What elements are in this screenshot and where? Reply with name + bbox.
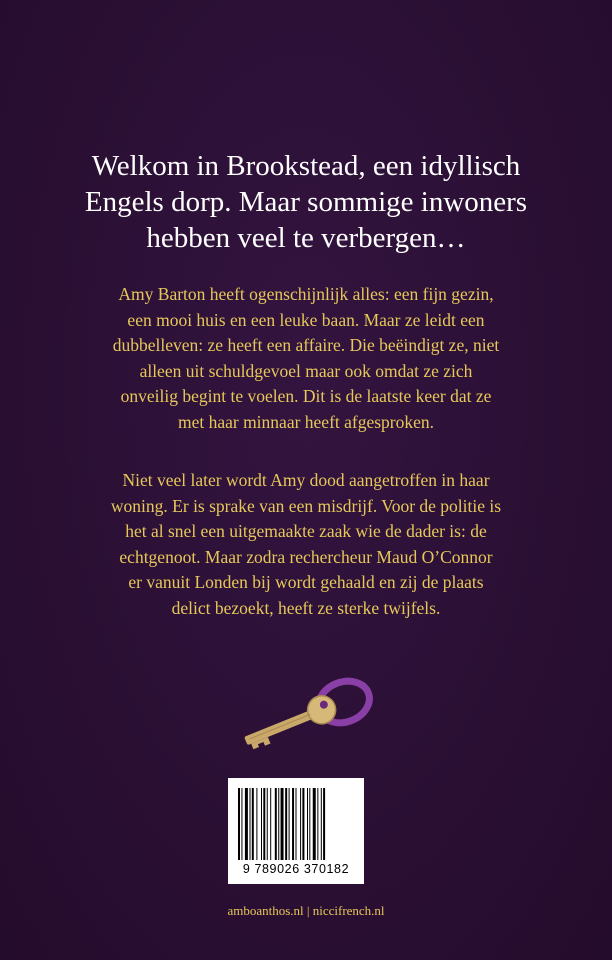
barcode-bar [281,788,284,860]
blurb-paragraph-1 [56,282,556,435]
paragraph-line: er vanuit Londen bij wordt gehaald en zij de plaats [128,572,484,592]
paragraph-line: woning. Er is sprake van een misdrijf. Voor de politie is [110,495,502,516]
barcode-bar [323,788,325,860]
barcode-bar [245,788,248,860]
barcode-bar [270,788,271,860]
paragraph-line: Amy Barton heeft ogenschijnlijk alles: een fijn gezin, [118,284,494,304]
barcode-bar [317,788,318,860]
key-icon [232,664,382,754]
blurb-paragraph-2 [56,468,556,621]
barcode-bar [302,788,304,860]
paragraph-line: onveilig begint te voelen. Dit is de laatste keer dat ze [120,386,492,406]
barcode-bar [241,788,242,860]
barcode-bar [307,788,308,860]
paragraph-line: het al snel een uitgemaakte zaak wie de dader is: de [125,521,487,541]
barcode [228,778,364,884]
barcode-bar [313,788,316,860]
paragraph-line: delict bezoekt, heeft ze sterke twijfels. [171,597,441,618]
headline-line: Welkom in Brookstead, een idyllisch [91,150,521,182]
headline-line: Engels dorp. Maar sommige inwoners [84,186,528,218]
barcode-bar [275,788,277,860]
barcode-bar [309,788,310,860]
paragraph-line: alleen uit schuldgevoel maar ook omdat ze zich [139,360,473,381]
barcode-bar [278,788,279,860]
headline-line: hebben veel te verbergen… [146,222,466,254]
barcode-bars [238,788,354,860]
barcode-bar [289,788,290,860]
barcode-bar [256,788,257,860]
barcode-bar [252,788,254,860]
paragraph-line: dubbelleven: ze heeft een affaire. Die beëindigt ze, niet [112,335,500,355]
isbn-number: 9 789026 370182 [242,862,350,876]
barcode-bar [267,788,268,860]
barcode-bar [321,788,322,860]
barcode-bar [238,788,240,860]
barcode-bar [250,788,251,860]
paragraph-line: een mooi huis en een leuke baan. Maar ze leidt een [127,309,485,330]
barcode-bar [292,788,294,860]
barcode-bar [263,788,265,860]
paragraph-line: echtgenoot. Maar zodra rechercheur Maud O’Connor [119,546,493,567]
paragraph-line: met haar minnaar heeft afgesproken. [177,411,435,432]
barcode-bar [285,788,287,860]
barcode-bar [261,788,262,860]
headline [40,148,572,256]
barcode-bar [296,788,297,860]
publisher-websites: amboanthos.nl | niccifrench.nl [227,903,385,918]
barcode-bar [300,788,301,860]
paragraph-line: Niet veel later wordt Amy dood aangetroffen in haar [122,470,490,490]
